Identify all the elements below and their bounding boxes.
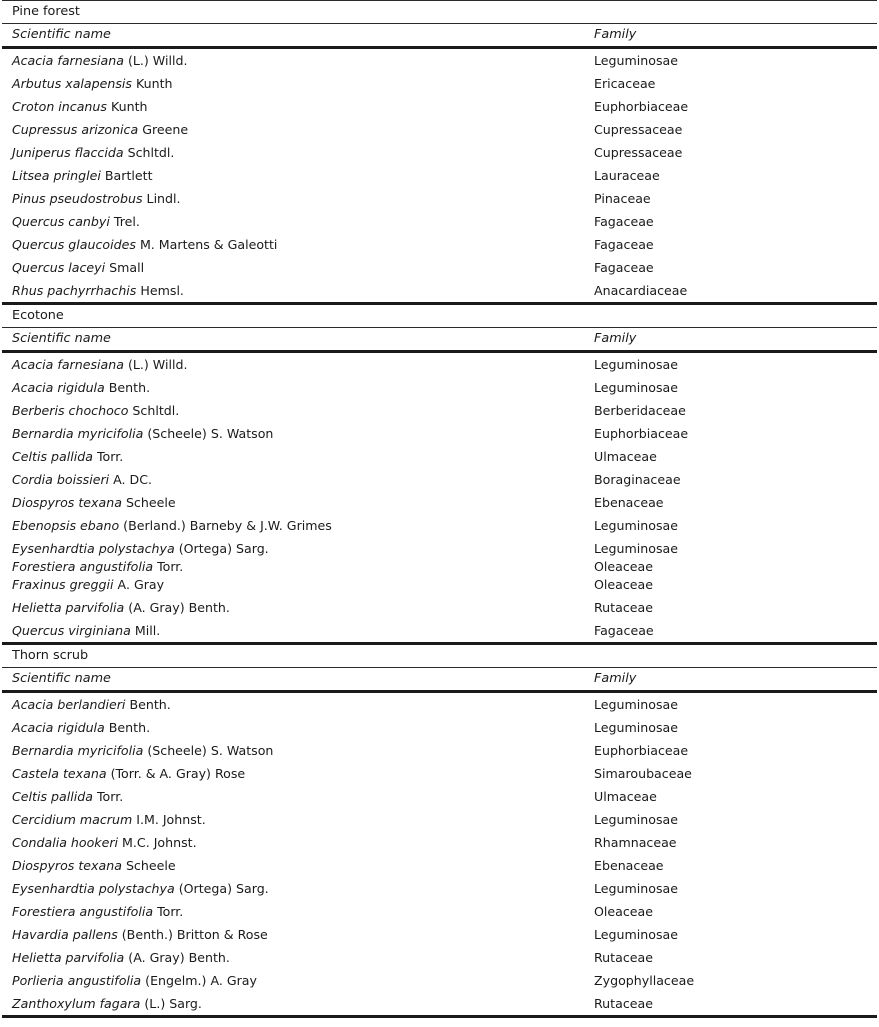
- cell-family: Boraginaceae: [594, 472, 681, 487]
- cell-family: Leguminosae: [594, 380, 678, 395]
- section-title-row: [2, 644, 877, 668]
- species-binomial: Ebenopsis ebano: [12, 518, 120, 533]
- species-authority: (Scheele) S. Watson: [147, 426, 274, 441]
- species-binomial: Forestiera angustifolia: [12, 904, 154, 919]
- table-row: [2, 72, 877, 95]
- cell-family: Fagaceae: [594, 214, 654, 229]
- column-header-scientific-name: Scientific name: [2, 328, 590, 352]
- table-row: [2, 785, 877, 808]
- table-row: [2, 422, 877, 445]
- table-row: [2, 619, 877, 644]
- species-binomial: Litsea pringlei: [12, 168, 101, 183]
- species-authority: I.M. Johnst.: [136, 812, 206, 827]
- cell-scientific-name: [2, 233, 590, 256]
- cell-family: Rutaceae: [590, 992, 877, 1017]
- cell-family: Berberidaceae: [594, 403, 686, 418]
- column-header-scientific-name: Scientific name: [2, 668, 590, 692]
- species-binomial: Juniperus flaccida: [12, 145, 124, 160]
- cell-family: Oleaceae: [594, 577, 654, 592]
- cell-family: Leguminosae: [594, 720, 678, 735]
- cell-scientific-name: [2, 946, 590, 969]
- species-authority: Hemsl.: [140, 283, 184, 298]
- table-row: [2, 573, 877, 596]
- column-header-row: [2, 668, 877, 692]
- table-row: [2, 210, 877, 233]
- table-row: [2, 692, 877, 717]
- cell-scientific-name: [2, 352, 590, 377]
- table-row: [2, 716, 877, 739]
- cell-family: Simaroubaceae: [594, 766, 692, 781]
- cell-scientific-name: [2, 560, 590, 573]
- species-binomial: Berberis chochoco: [12, 403, 129, 418]
- species-table-body: [2, 1, 877, 1017]
- cell-scientific-name: [2, 399, 590, 422]
- species-authority: M. Martens & Galeotti: [139, 237, 278, 252]
- table-row: [2, 164, 877, 187]
- cell-family: Pinaceae: [594, 191, 651, 206]
- cell-scientific-name: [2, 619, 590, 644]
- species-binomial: Diospyros texana: [12, 858, 122, 873]
- species-binomial: Celtis pallida: [12, 449, 93, 464]
- species-authority: Lindl.: [146, 191, 181, 206]
- species-authority: Scheele: [125, 495, 176, 510]
- cell-family: Fagaceae: [594, 260, 654, 275]
- table-row: [2, 445, 877, 468]
- species-authority: (Berland.) Barneby & J.W. Grimes: [123, 518, 332, 533]
- column-header-family: Family: [590, 668, 877, 692]
- species-authority: Kunth: [136, 76, 173, 91]
- column-header-family: Family: [590, 24, 877, 48]
- cell-family: Ulmaceae: [594, 449, 657, 464]
- table-row: [2, 808, 877, 831]
- cell-family: Cupressaceae: [594, 145, 683, 160]
- cell-family: Leguminosae: [594, 812, 678, 827]
- species-authority: (L.) Sarg.: [144, 996, 202, 1011]
- species-authority: Torr.: [157, 559, 184, 574]
- species-binomial: Cupressus arizonica: [12, 122, 139, 137]
- cell-family: Ebenaceae: [594, 495, 664, 510]
- species-binomial: Helietta parvifolia: [12, 600, 125, 615]
- cell-scientific-name: [2, 376, 590, 399]
- species-binomial: Cercidium macrum: [12, 812, 133, 827]
- cell-scientific-name: [2, 537, 590, 560]
- cell-scientific-name: [2, 72, 590, 95]
- cell-scientific-name: [2, 692, 590, 717]
- species-binomial: Condalia hookeri: [12, 835, 119, 850]
- species-authority: Greene: [142, 122, 189, 137]
- species-binomial: Quercus laceyi: [12, 260, 106, 275]
- species-binomial: Pinus pseudostrobus: [12, 191, 143, 206]
- section-title: Ecotone: [2, 304, 877, 328]
- species-binomial: Zanthoxylum fagara: [12, 996, 141, 1011]
- cell-scientific-name: [2, 48, 590, 73]
- species-authority: Benth.: [108, 720, 151, 735]
- species-binomial: Acacia farnesiana: [12, 357, 124, 372]
- cell-family: Fagaceae: [594, 237, 654, 252]
- species-binomial: Quercus glaucoides: [12, 237, 136, 252]
- cell-family: Rhamnaceae: [594, 835, 677, 850]
- column-header-family: Family: [590, 328, 877, 352]
- cell-scientific-name: [2, 95, 590, 118]
- cell-family: Euphorbiaceae: [594, 743, 689, 758]
- table-row: [2, 514, 877, 537]
- species-table: [2, 0, 877, 1018]
- species-binomial: Helietta parvifolia: [12, 950, 125, 965]
- species-binomial: Croton incanus: [12, 99, 107, 114]
- table-row: [2, 946, 877, 969]
- table-row: [2, 233, 877, 256]
- cell-scientific-name: [2, 596, 590, 619]
- species-binomial: Arbutus xalapensis: [12, 76, 132, 91]
- cell-scientific-name: [2, 514, 590, 537]
- species-binomial: Fraxinus greggii: [12, 577, 114, 592]
- species-binomial: Bernardia myricifolia: [12, 426, 144, 441]
- table-row: [2, 376, 877, 399]
- cell-family: Fagaceae: [594, 623, 654, 638]
- table-row: [2, 992, 877, 1017]
- species-authority: Kunth: [110, 99, 148, 114]
- cell-family: Cupressaceae: [594, 122, 683, 137]
- species-authority: (Engelm.) A. Gray: [145, 973, 257, 988]
- cell-scientific-name: [2, 923, 590, 946]
- cell-scientific-name: [2, 739, 590, 762]
- species-authority: (A. Gray) Benth.: [128, 600, 230, 615]
- table-row: [2, 95, 877, 118]
- cell-scientific-name: [2, 808, 590, 831]
- table-row: [2, 762, 877, 785]
- cell-scientific-name: [2, 118, 590, 141]
- species-binomial: Quercus canbyi: [12, 214, 110, 229]
- table-row: [2, 537, 877, 560]
- section-title-row: [2, 1, 877, 24]
- species-authority: Mill.: [134, 623, 161, 638]
- cell-scientific-name: [2, 187, 590, 210]
- species-authority: Schltdl.: [127, 145, 175, 160]
- species-binomial: Acacia rigidula: [12, 720, 105, 735]
- cell-family: Ulmaceae: [594, 789, 657, 804]
- cell-family: Lauraceae: [594, 168, 660, 183]
- column-header-scientific-name: Scientific name: [2, 24, 590, 48]
- species-binomial: Acacia berlandieri: [12, 697, 126, 712]
- species-binomial: Castela texana: [12, 766, 107, 781]
- species-binomial: Cordia boissieri: [12, 472, 110, 487]
- section-title: Pine forest: [2, 1, 877, 24]
- cell-scientific-name: [2, 279, 590, 304]
- cell-scientific-name: [2, 854, 590, 877]
- species-authority: A. DC.: [113, 472, 153, 487]
- cell-scientific-name: [2, 491, 590, 514]
- table-row: [2, 256, 877, 279]
- species-authority: (Torr. & A. Gray) Rose: [110, 766, 246, 781]
- cell-scientific-name: [2, 256, 590, 279]
- table-row: [2, 279, 877, 304]
- species-binomial: Rhus pachyrrhachis: [12, 283, 137, 298]
- species-authority: A. Gray: [117, 577, 165, 592]
- table-row: [2, 118, 877, 141]
- species-binomial: Forestiera angustifolia: [12, 559, 154, 574]
- column-header-row: [2, 24, 877, 48]
- species-authority: Torr.: [96, 449, 124, 464]
- cell-family: Ericaceae: [594, 76, 656, 91]
- species-authority: Bartlett: [104, 168, 153, 183]
- cell-scientific-name: [2, 164, 590, 187]
- species-authority: M.C. Johnst.: [122, 835, 197, 850]
- table-row: [2, 352, 877, 377]
- cell-family: Leguminosae: [594, 541, 678, 556]
- column-header-row: [2, 328, 877, 352]
- species-authority: Torr.: [96, 789, 124, 804]
- table-row: [2, 141, 877, 164]
- table-row: [2, 854, 877, 877]
- table-row: [2, 491, 877, 514]
- cell-scientific-name: [2, 785, 590, 808]
- species-binomial: Acacia farnesiana: [12, 53, 124, 68]
- species-binomial: Quercus virginiana: [12, 623, 131, 638]
- table-row: [2, 596, 877, 619]
- species-authority: Benth.: [129, 697, 171, 712]
- species-authority: (L.) Willd.: [127, 53, 188, 68]
- species-authority: (Benth.) Britton & Rose: [121, 927, 268, 942]
- species-authority: Schltdl.: [132, 403, 180, 418]
- cell-family: Oleaceae: [594, 904, 654, 919]
- cell-scientific-name: [2, 969, 590, 992]
- section-title: Thorn scrub: [2, 644, 877, 668]
- table-row: [2, 560, 877, 573]
- cell-family: Zygophyllaceae: [594, 973, 695, 988]
- cell-scientific-name: [2, 900, 590, 923]
- species-binomial: Celtis pallida: [12, 789, 93, 804]
- species-authority: Torr.: [157, 904, 184, 919]
- species-authority: Scheele: [125, 858, 176, 873]
- cell-scientific-name: [2, 210, 590, 233]
- table-row: [2, 969, 877, 992]
- species-binomial: Eysenhardtia polystachya: [12, 881, 175, 896]
- cell-scientific-name: [2, 468, 590, 491]
- cell-family: Leguminosae: [594, 53, 678, 68]
- species-authority: (A. Gray) Benth.: [128, 950, 230, 965]
- cell-scientific-name: [2, 716, 590, 739]
- species-authority: Trel.: [113, 214, 140, 229]
- cell-scientific-name: [2, 445, 590, 468]
- species-authority: (Ortega) Sarg.: [178, 541, 269, 556]
- species-authority: (L.) Willd.: [127, 357, 188, 372]
- species-binomial: Bernardia myricifolia: [12, 743, 144, 758]
- cell-family: Rutaceae: [594, 600, 653, 615]
- cell-scientific-name: [2, 762, 590, 785]
- species-binomial: Havardia pallens: [12, 927, 118, 942]
- cell-family: Rutaceae: [594, 950, 653, 965]
- section-title-row: [2, 304, 877, 328]
- cell-family: Oleaceae: [594, 559, 654, 574]
- species-authority: Benth.: [108, 380, 151, 395]
- species-binomial: Diospyros texana: [12, 495, 122, 510]
- cell-scientific-name: [2, 573, 590, 596]
- cell-scientific-name: [2, 141, 590, 164]
- cell-family: Leguminosae: [594, 357, 678, 372]
- table-row: [2, 48, 877, 73]
- table-row: [2, 399, 877, 422]
- cell-scientific-name: [2, 992, 590, 1017]
- cell-family: Euphorbiaceae: [594, 426, 689, 441]
- table-row: [2, 468, 877, 491]
- table-row: [2, 877, 877, 900]
- species-authority: Small: [109, 260, 145, 275]
- cell-family: Leguminosae: [594, 881, 678, 896]
- table-row: [2, 831, 877, 854]
- cell-scientific-name: [2, 422, 590, 445]
- cell-scientific-name: [2, 831, 590, 854]
- table-row: [2, 739, 877, 762]
- cell-family: Leguminosae: [594, 697, 678, 712]
- cell-family: Euphorbiaceae: [594, 99, 689, 114]
- table-row: [2, 187, 877, 210]
- species-binomial: Acacia rigidula: [12, 380, 105, 395]
- cell-family: Ebenaceae: [594, 858, 664, 873]
- cell-family: Anacardiaceae: [594, 283, 688, 298]
- species-binomial: Porlieria angustifolia: [12, 973, 142, 988]
- cell-family: Leguminosae: [594, 518, 678, 533]
- species-authority: (Ortega) Sarg.: [178, 881, 269, 896]
- species-binomial: Eysenhardtia polystachya: [12, 541, 175, 556]
- cell-family: Leguminosae: [594, 927, 678, 942]
- table-row: [2, 923, 877, 946]
- cell-scientific-name: [2, 877, 590, 900]
- species-authority: (Scheele) S. Watson: [147, 743, 274, 758]
- table-row: [2, 900, 877, 923]
